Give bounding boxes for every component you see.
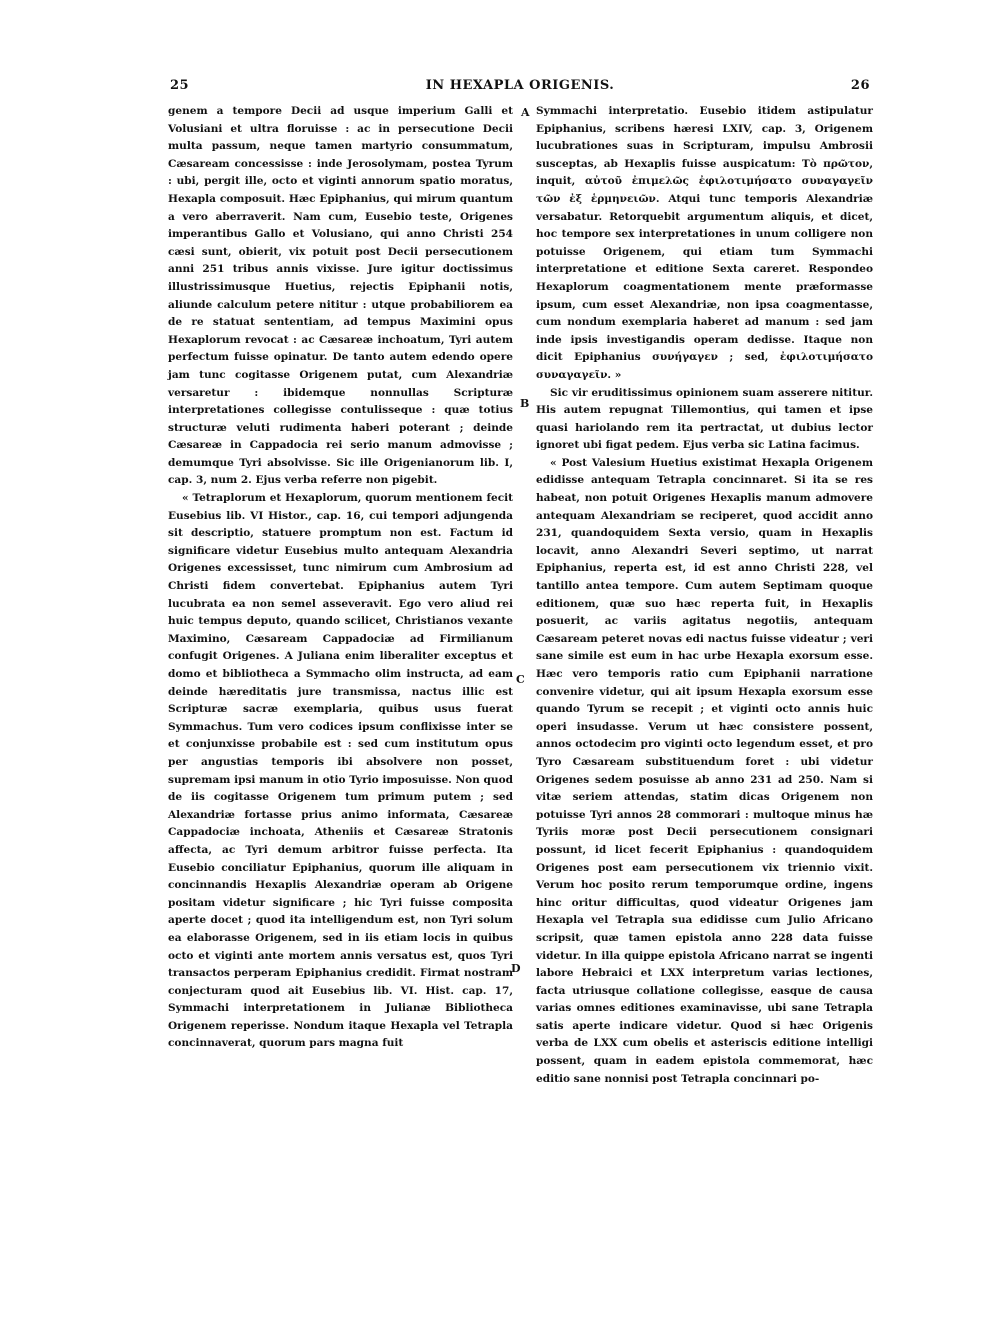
right-paragraph-3: « Post Valesium Huetius existimat Hexapla Origenem edidisse antequam Tetrapla concinnaret. Si ita se res habeat, non potuit Origenes Hexaplis manum admovere antequam Alexandriam se reciperet, quod accidit anno 231, quandoquidem Sexta versio, quam in Hexaplis locavit, anno Alexandri Severi septimo, ut narrat Epiphanius, reperta est, id est anno Christi 228, vel tantillo antea tempore. Cum autem Septimam quoque editionem, quæ suo hæc reperta fuit, in Hexaplis posuerit, ac variis agitatus negotiis, antequam Cæsaream peteret novas edi nactus fuisse videatur ; veri sane simile est eum in hac urbe Hexapla exorsum esse. Hæc vero temporis ratio cum Epiphanii narratione convenire videtur, qui ait ipsum Hexapla exorsum esse quando Tyrum se recepit ; et viginti octo annis huic operi insudasse. Verum ut hæc consistere possent, annos octodecim pro viginti octo legendum esset, et pro Tyro Cæsaream substituendum foret : ubi videtur Origenes sedem posuisse ab anno 231 ad 250. Nam si vitæ seriem attendas, statim dicas Origenem non potuisse Tyri annos 28 commorari : multoque minus hæ Tyriis moræ post Decii persecutionem consignari possunt, id licet fecerit Epiphanius : quandoquidem Origenes post eam persecutionem vix triennio vixit. Verum hoc posito rerum temporumque ordine, ingens hinc oritur difficultas, quod videatur Origenes jam Hexapla vel Tetrapla sua edidisse cum Julio Africano scripsit, quæ tamen epistola anno 228 data fuisse videtur. In illa quippe epistola Africano narrat se ingenti labore Hebraici et LXX interpretum varias lectiones, facta utriusque collatione collegisse, easque de causa varias omnes editiones examinavisse, ubi sane Tetrapla satis aperte indicare videtur. Quod si hæc Origenis verba de LXX cum obelis et asteriscis editione intelligi possent, quam in eadem epistola commemorat, hæc editio sane nonnisi post Tetrapla concinnari po- bbox=[536, 456, 873, 1085]
page-number-right: 26 bbox=[850, 78, 870, 93]
margin-marker-b: B bbox=[520, 397, 530, 410]
right-column bbox=[536, 103, 873, 1088]
right-paragraph-2: Sic vir eruditissimus opinionem suam asserere nititur. His autem repugnat Tillemontius, qui tamen et ipse quasi hariolando rem ita pertractat, ut dubius lector ignoret ubi figat pedem. Ejus verba sic Latina facimus. bbox=[536, 386, 873, 452]
page-number-left: 25 bbox=[170, 78, 190, 93]
margin-marker-a: A bbox=[521, 106, 530, 119]
margin-marker-d: D bbox=[511, 962, 521, 975]
margin-marker-c: C bbox=[516, 673, 525, 686]
left-paragraph-1: genem a tempore Decii ad usque imperium Galli et Volusiani et ultra floruisse : ac in persecutione Decii multa passum, neque tamen martyrio consummatum, Cæsaream concessisse : inde Jerosolymam, postea Tyrum : ubi, pergit ille, octo et viginti annorum spatio moratus, Hexapla composuit. Hæc Epiphanius, qui mirum quantum a vero aberraverit. Nam cum, Eusebio teste, Origenes imperantibus Gallo et Volusiano, qui anno Christi 254 cæsi sunt, obierit, vix potuit post Decii persecutionem anni 251 tribus annis vixisse. Jure igitur doctissimus illustrissimusque Huetius, rejectis Epiphanii notis, aliunde calculum petere nititur : utque probabiliorem ea de re statuat sententiam, ad tempus Maximini opus Hexaplorum revocat : ac Cæsareæ inchoatum, Tyri autem perfectum fuisse opinatur. De tanto autem edendo opere jam tunc cogitasse Origenem putat, cum Alexandriæ versaretur : ibidemque nonnullas Scripturæ interpretationes collegisse contulisseque : quæ totius structuræ veluti rudimenta haberi poterant ; deinde Cæsareæ in Cappadocia rei serio manum admovisse ; demumque Tyri absolvisse. Sic ille Origenianorum lib. I, cap. 3, num 2. Ejus verba referre non pigebit. bbox=[168, 105, 513, 487]
running-title: IN HEXAPLA ORIGENIS. bbox=[425, 78, 615, 93]
right-paragraph-1: Symmachi interpretatio. Eusebio itidem astipulatur Epiphanius, scribens hæresi LXIV, cap. 3, Origenem lucubrationes suas in Scripturam, impulsu Ambrosii susceptas, ab Hexaplis fuisse auspicatum: Τὸ πρῶτον, inquit, αὐτοῦ ἐπιμελῶς ἐφιλοτιμήσατο συναγαγεῖν τῶν ἐξ ἑρμηνειῶν. Atqui tunc temporis Alexandriæ versabatur. Retorquebit argumentum aliquis, et dicet, hoc tempore sex interpretationes in unum colligere non potuisse Origenem, qui etiam tum Symmachi interpretatione et editione Sexta careret. Respondeo Hexaplorum coagmentationem mente præformasse ipsum, cum esset Alexandriæ, non ipsa coagmentasse, cum nondum exemplaria haberet ad manum : sed jam inde ipsis investigandis operam dedisse. Itaque non dicit Epiphanius συνήγαγεν ; sed, ἐφιλοτιμήσατο συναγαγεῖν. » bbox=[536, 105, 873, 381]
left-column bbox=[168, 103, 513, 1053]
running-header bbox=[170, 78, 870, 98]
left-paragraph-2: « Tetraplorum et Hexaplorum, quorum mentionem fecit Eusebius lib. VI Histor., cap. 16, cui tempori adjungenda sit descriptio, statuere promptum non est. Factum id significare videtur Eusebius multo antequam Alexandria Origenes excessisset, tunc nimirum cum Ambrosium ad Christi fidem convertebat. Epiphanius autem Tyri lucubrata ea non semel asseveravit. Ego vero aliud rei huic tempus deputo, quando scilicet, Christianos vexante Maximino, Cæsaream Cappadociæ ad Firmilianum confugit Origenes. A Juliana enim liberaliter exceptus et domo et bibliotheca a Symmacho olim instructa, ad eam deinde hæreditatis jure transmissa, nactus illic est Scripturæ sacræ exemplaria, quibus usus fuerat Symmachus. Tum vero codices ipsum conflixisse inter se et conjunxisse probabile est : sed cum institutum opus per angustias temporis ibi absolvere non posset, supremam ipsi manum in otio Tyrio imposuisse. Non quod de iis cogitasse Origenem tum primum putem ; sed Alexandriæ fortasse prius animo informata, Cæsareæ Cappadociæ inchoata, Atheniis et Cæsareæ Stratonis affecta, ac Tyri demum arbitror fuisse perfecta. Ita Eusebio conciliatur Epiphanius, quorum ille aliquam in concinnandis Hexaplis Alexandriæ operam ab Origene positam videtur significare ; hic Tyri fuisse composita aperte docet ; quod ita intelligendum est, non Tyri solum ea elaborasse Origenem, sed in iis etiam locis in quibus octo et viginti ante mortem annis versatus est, quos Tyri transactos perperam Epiphanius credidit. Firmat nostram conjecturam quod ait Eusebius lib. VI. Hist. cap. 17, Symmachi interpretationem in Julianæ Bibliotheca Origenem reperisse. Nondum itaque Hexapla vel Tetrapla concinnaverat, quorum pars magna fuit bbox=[168, 492, 513, 1050]
